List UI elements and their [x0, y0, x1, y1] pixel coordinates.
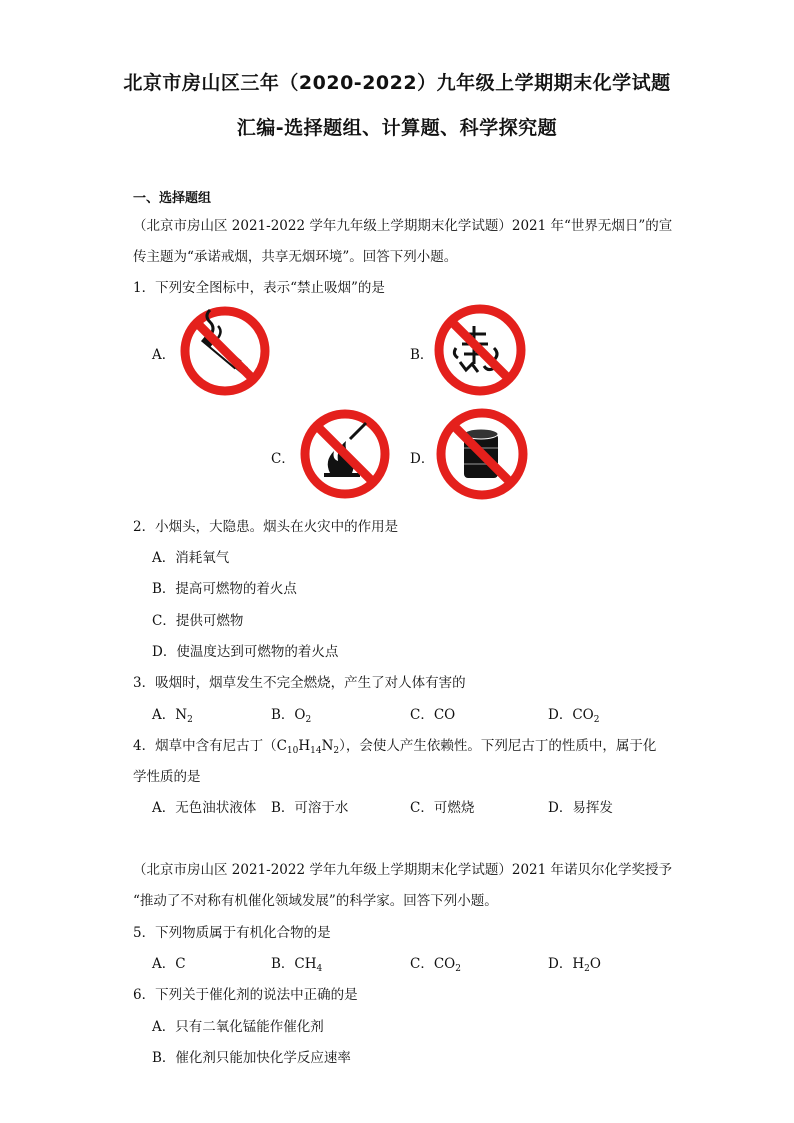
question-4-line2: 学性质的是 — [133, 769, 201, 785]
intro-paragraph-1-line2: 传主题为“承诺戒烟，共享无烟环境”。回答下列小题。 — [133, 249, 458, 265]
q4-option-c: C．可燃烧 — [410, 800, 475, 816]
question-4-line1: 4．烟草中含有尼古丁$(C_{10}H_{14}N_2)$，会使人产生依赖性。下列尼古丁的性质中，属于化 — [133, 738, 657, 756]
q4-option-d: D．易挥发 — [548, 800, 613, 816]
q6-option-a: A．只有二氧化锰能作催化剂 — [152, 1019, 324, 1035]
question-2: 2．小烟头，大隐患。烟头在火灾中的作用是 — [133, 519, 399, 535]
no-open-flame-icon — [300, 409, 390, 499]
q3-option-c: C．CO — [410, 707, 456, 723]
q3-option-a: A．$N_2$ — [152, 707, 193, 725]
question-6: 6．下列关于催化剂的说法中正确的是 — [133, 987, 358, 1003]
document-title-line2: 汇编-选择题组、计算题、科学探究题 — [236, 117, 558, 139]
q6-option-b: B．催化剂只能加快化学反应速率 — [152, 1050, 351, 1066]
q2-option-a: A．消耗氧气 — [152, 550, 230, 566]
q1-option-d-label: D． — [410, 451, 435, 467]
section-heading: 一、选择题组 — [133, 191, 212, 206]
q2-option-d: D．使温度达到可燃物的着火点 — [152, 644, 339, 660]
q2-option-c: C．提供可燃物 — [152, 613, 244, 629]
question-1: 1．下列安全图标中，表示“禁止吸烟”的是 — [133, 280, 385, 296]
q3-option-d: D．$CO_2$ — [548, 707, 600, 725]
no-smoking-icon — [180, 306, 270, 396]
q5-option-b: B．$CH_4$ — [271, 956, 323, 974]
no-fireworks-icon — [434, 304, 526, 396]
question-3: 3．吸烟时，烟草发生不完全燃烧，产生了对人体有害的 — [133, 675, 466, 691]
q5-option-d: D．$H_2O$ — [548, 956, 601, 974]
q1-option-a-label: A． — [152, 347, 176, 363]
q5-option-c: C．$CO_2$ — [410, 956, 461, 974]
q5-option-a: A．C — [152, 956, 186, 972]
q1-option-b-label: B． — [410, 347, 434, 363]
q1-option-c-label: C． — [271, 451, 295, 467]
intro-paragraph-2-line2: “推动了不对称有机催化领域发展”的科学家。回答下列小题。 — [133, 893, 498, 909]
intro-paragraph-1-line1: （北京市房山区 2021-2022 学年九年级上学期期末化学试题）2021 年“世界无烟日”的宣 — [133, 218, 673, 234]
q2-option-b: B．提高可燃物的着火点 — [152, 581, 297, 597]
q4-option-b: B．可溶于水 — [271, 800, 349, 816]
q4-option-a: A．无色油状液体 — [152, 800, 257, 816]
q3-option-b: B．$O_2$ — [271, 707, 312, 725]
intro-paragraph-2-line1: （北京市房山区 2021-2022 学年九年级上学期期末化学试题）2021 年诺贝尔化学奖授予 — [133, 862, 673, 878]
document-title-line1: 北京市房山区三年（2020-2022）九年级上学期期末化学试题 — [123, 72, 671, 94]
question-5: 5．下列物质属于有机化合物的是 — [133, 925, 331, 941]
no-flammable-storage-icon — [436, 408, 528, 500]
